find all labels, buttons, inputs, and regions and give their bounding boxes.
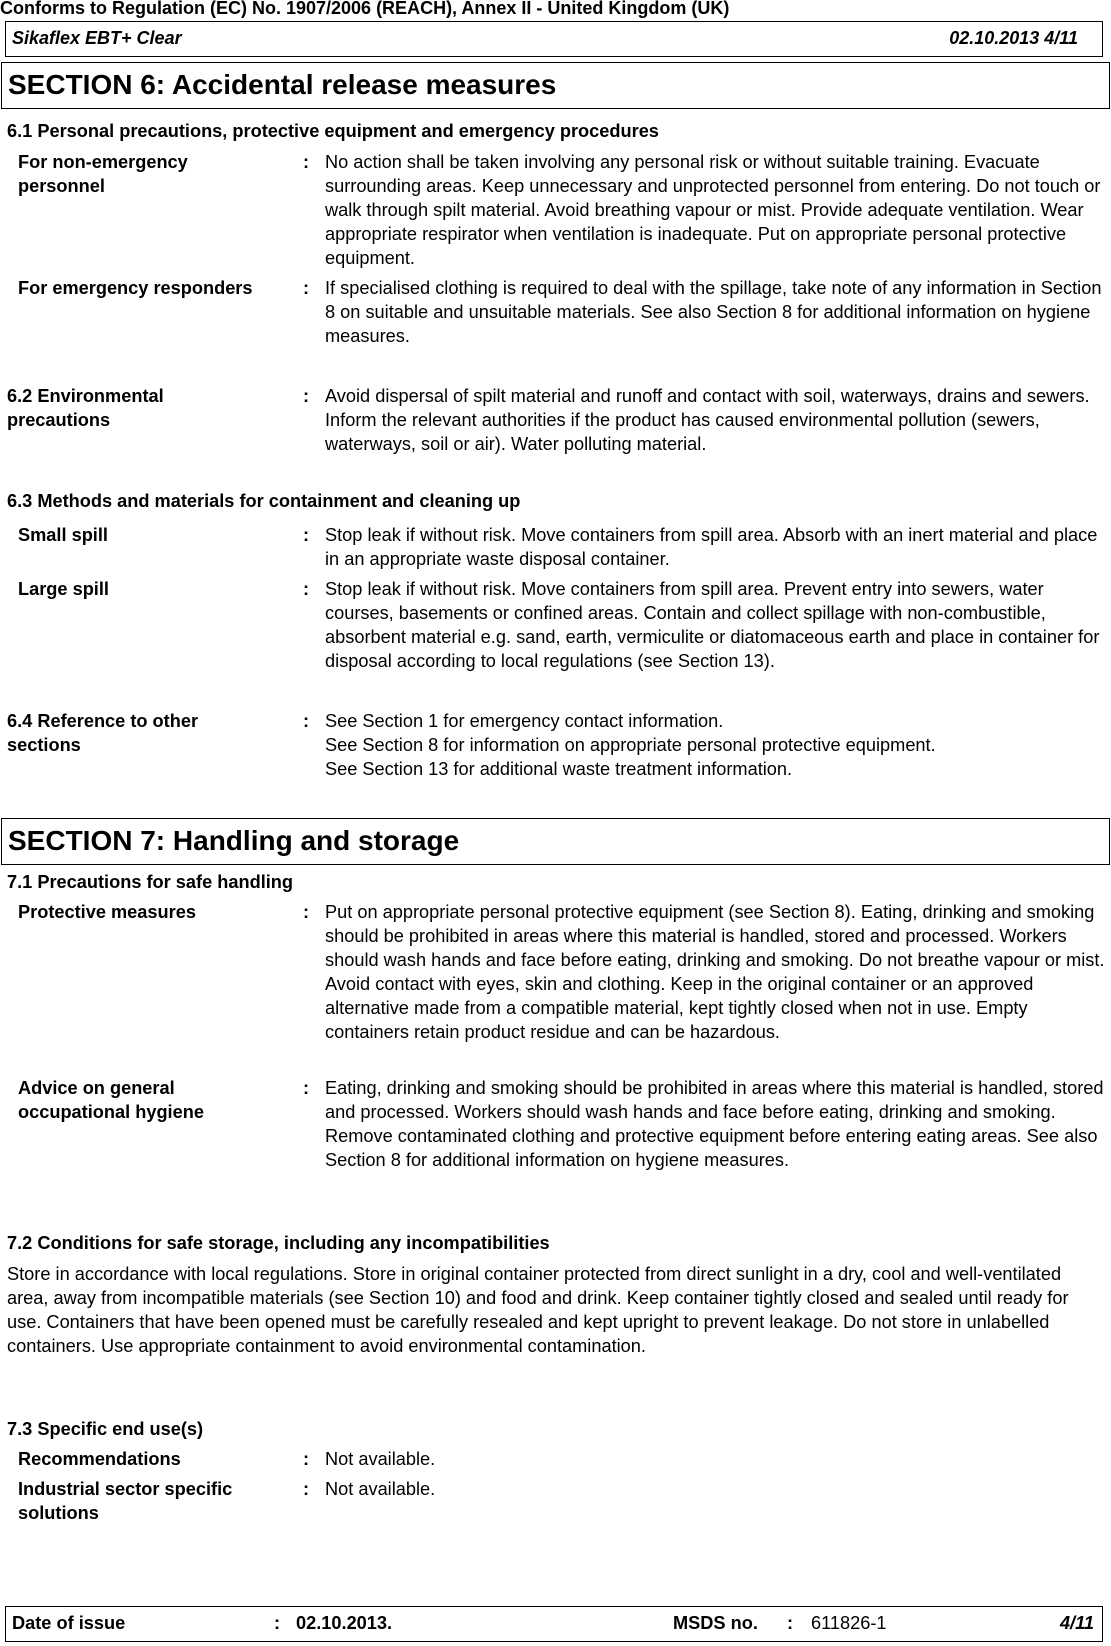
subsection-7-1-title: 7.1 Precautions for safe handling [7,872,294,892]
footer-msds-value: 611826-1 [811,1613,887,1633]
reference-line-1: See Section 1 for emergency contact information. [325,711,724,731]
product-name: Sikaflex EBT+ Clear [12,28,182,48]
subsection-6-4-label: 6.4 Reference to other sections [7,711,199,755]
document-footer [5,1606,1103,1642]
colon: : [303,902,310,922]
industrial-sector-label: Industrial sector specific solutions [18,1479,233,1523]
colon: : [303,711,310,731]
small-spill-label: Small spill [18,525,108,545]
subsection-6-2-text: Avoid dispersal of spilt material and runoff and contact with soil, waterways, drains and sewers. Inform the relevant authorities if the product has caused environmental pollution (sewers, waterways, soil or air). Water polluting material. [325,386,1090,454]
small-spill-text: Stop leak if without risk. Move containers from spill area. Absorb with an inert material and place in an appropriate waste disposal container. [325,525,1098,569]
colon: : [303,386,310,406]
subsection-6-3-title: 6.3 Methods and materials for containment and cleaning up [7,491,521,511]
occupational-hygiene-label: Advice on general occupational hygiene [18,1078,204,1122]
footer-date-label: Date of issue [12,1613,126,1633]
section-6-title: SECTION 6: Accidental release measures [8,69,557,100]
colon: : [303,1449,310,1469]
large-spill-text: Stop leak if without risk. Move containers from spill area. Prevent entry into sewers, water courses, basements or confined areas. Contain and collect spillage with non-combustible, absorbent material e.g. sand, earth, vermiculite or diatomaceous earth and place in container for disposal according to local regulations (see Section 13). [325,579,1100,671]
colon: : [303,1078,310,1098]
non-emergency-label: For non-emergency personnel [18,152,188,196]
protective-measures-text: Put on appropriate personal protective equipment (see Section 8). Eating, drinking and smoking should be prohibited in areas where this material is handled, stored and processed. Workers should wash hands and face before eating, drinking and smoking. Do not breathe vapour or mist. Avoid contact with eyes, skin and clothing. Keep in the original container or an approved alternative made from a compatible material, kept tightly closed when not in use. Empty containers retain product residue and can be hazardous. [325,902,1105,1042]
recommendations-label: Recommendations [18,1449,181,1469]
subsection-6-4-text [325,709,1105,781]
colon: : [274,1613,281,1633]
recommendations-text: Not available. [325,1449,436,1469]
colon: : [787,1613,794,1633]
document-header [5,21,1103,57]
colon: : [303,278,310,298]
colon: : [303,525,310,545]
footer-date-value: 02.10.2013. [296,1613,393,1633]
occupational-hygiene-text: Eating, drinking and smoking should be prohibited in areas where this material is handled, stored and processed. Workers should wash hands and face before eating, drinking and smoking. Remove contaminated clothing and protective equipment before entering eating areas. See also Section 8 for additional information on hygiene measures. [325,1078,1104,1170]
protective-measures-label: Protective measures [18,902,196,922]
subsection-7-2-title: 7.2 Conditions for safe storage, including any incompatibilities [7,1233,550,1253]
emergency-responders-label: For emergency responders [18,278,253,298]
conformity-statement: Conforms to Regulation (EC) No. 1907/2006 (REACH), Annex II - United Kingdom (UK) [0,0,730,18]
large-spill-label: Large spill [18,579,109,599]
footer-page-number: 4/11 [1059,1613,1094,1633]
non-emergency-text: No action shall be taken involving any personal risk or without suitable training. Evacuate surrounding areas. Keep unnecessary and unprotected personnel from entering. Do not touch or walk through spilt material. Avoid breathing vapour or mist. Provide adequate ventilation. Wear appropriate respirator when ventilation is inadequate. Put on appropriate personal protective equipment. [325,152,1101,268]
reference-line-3: See Section 13 for additional waste treatment information. [325,759,793,779]
section-6-heading [1,62,1110,109]
section-7-heading [1,818,1110,865]
subsection-7-3-title: 7.3 Specific end use(s) [7,1419,204,1439]
colon: : [303,152,310,172]
subsection-7-2-text: Store in accordance with local regulations. Store in original container protected from direct sunlight in a dry, cool and well-ventilated area, away from incompatible materials (see Section 10) and food and drink. Keep container tightly closed and sealed until ready for use. Containers that have been opened must be carefully resealed and kept upright to prevent leakage. Do not store in unlabelled containers. Use appropriate containment to avoid environmental contamination. [7,1264,1069,1356]
subsection-6-2-label: 6.2 Environmental precautions [7,386,164,430]
industrial-sector-text: Not available. [325,1479,436,1499]
subsection-6-1-title: 6.1 Personal precautions, protective equipment and emergency procedures [7,121,659,141]
footer-msds-label: MSDS no. [673,1613,758,1633]
reference-line-2: See Section 8 for information on appropriate personal protective equipment. [325,735,936,755]
colon: : [303,579,310,599]
emergency-responders-text: If specialised clothing is required to deal with the spillage, take note of any information in Section 8 on suitable and unsuitable materials. See also Section 8 for additional information on hygiene measures. [325,278,1102,346]
section-7-title: SECTION 7: Handling and storage [8,825,460,856]
colon: : [303,1479,310,1499]
header-date-page: 02.10.2013 4/11 [949,28,1078,48]
